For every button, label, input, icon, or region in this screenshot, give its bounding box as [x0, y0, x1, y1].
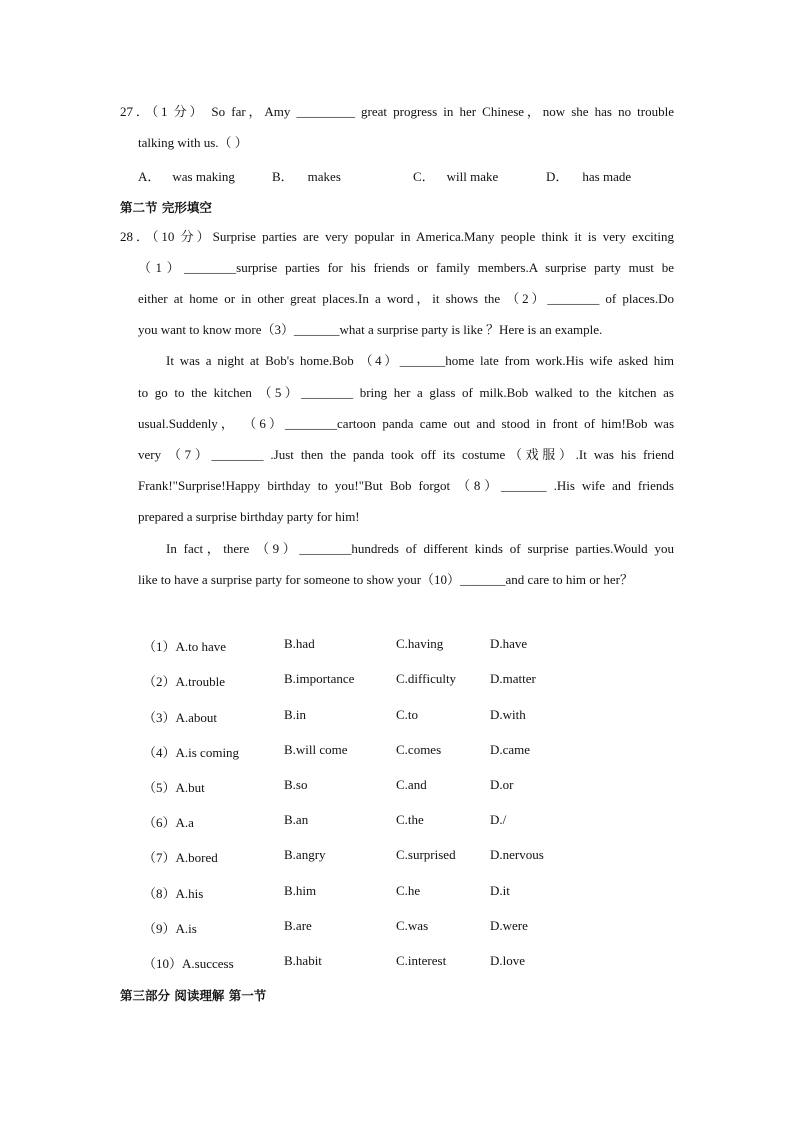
option-1c[interactable]: C.having: [396, 636, 444, 651]
option-3d[interactable]: D.with: [490, 707, 526, 722]
q27-choice-d-text: has made: [582, 169, 632, 184]
option-1a[interactable]: （1）A.to have: [143, 639, 227, 654]
option-3c[interactable]: C.to: [396, 707, 419, 722]
option-10d[interactable]: D.love: [490, 953, 526, 968]
option-4d[interactable]: D.came: [490, 742, 531, 757]
option-3a[interactable]: （3）A.about: [143, 710, 218, 725]
option-10b[interactable]: B.habit: [284, 953, 322, 968]
option-7c[interactable]: C.surprised: [396, 847, 456, 862]
q27-choice-b-letter: B．: [272, 169, 294, 184]
option-4c[interactable]: C.comes: [396, 742, 442, 757]
q27-stem-line1: 27．（1 分） So far，Amy _________ great progress in her Chinese，now she has no trouble: [120, 104, 674, 119]
q27-choice-c-letter: C．: [413, 169, 435, 184]
option-6c[interactable]: C.the: [396, 812, 424, 827]
option-8d[interactable]: D.it: [490, 883, 510, 898]
option-7a[interactable]: （7）A.bored: [143, 850, 218, 865]
q27-choice-d[interactable]: [546, 166, 631, 185]
q27-choice-c-text: will make: [446, 169, 499, 184]
option-5b[interactable]: B.so: [284, 777, 308, 792]
option-2a[interactable]: （2）A.trouble: [143, 674, 225, 689]
option-6a[interactable]: （6）A.a: [143, 815, 194, 830]
q28-passage-line7: usual.Suddenly， （6）________cartoon panda came out and stood in front of him!Bob was: [138, 416, 674, 431]
q27-choice-a-text: was making: [172, 169, 235, 184]
option-7b[interactable]: B.angry: [284, 847, 326, 862]
option-9b[interactable]: B.are: [284, 918, 312, 933]
option-1b[interactable]: B.had: [284, 636, 315, 651]
option-7d[interactable]: D.nervous: [490, 847, 544, 862]
q28-passage-line5: It was a night at Bob's home.Bob （4）_______home late from work.His wife asked him: [166, 353, 674, 368]
q28-passage-line8: very （7）________ .Just then the panda took off its costume（戏服）.It was his friend: [138, 447, 674, 462]
q28-passage-line1: 28．（10 分）Surprise parties are very popular in America.Many people think it is very exciting: [120, 229, 674, 244]
option-10a[interactable]: （10）A.success: [143, 956, 234, 971]
option-5c[interactable]: C.and: [396, 777, 427, 792]
q28-passage-line3: either at home or in other great places.In a word，it shows the （2）________ of places.Do: [138, 291, 674, 306]
q27-choice-b[interactable]: [272, 166, 341, 185]
option-3b[interactable]: B.in: [284, 707, 307, 722]
option-10c[interactable]: C.interest: [396, 953, 447, 968]
option-8a[interactable]: （8）A.his: [143, 886, 204, 901]
option-8b[interactable]: B.him: [284, 883, 317, 898]
option-2d[interactable]: D.matter: [490, 671, 536, 686]
q28-passage-line2: （1）________surprise parties for his friends or family members.A surprise party must be: [138, 260, 674, 275]
section3-heading: 第三部分 阅读理解 第一节: [120, 988, 267, 1003]
option-4a[interactable]: （4）A.is coming: [143, 745, 240, 760]
q27-choice-b-text: makes: [307, 169, 341, 184]
section2-heading: 第二节 完形填空: [120, 200, 212, 215]
option-6d[interactable]: D./: [490, 812, 507, 827]
option-9a[interactable]: （9）A.is: [143, 921, 197, 936]
q28-passage-line9: Frank!"Surprise!Happy birthday to you!"But Bob forgot （8）_______ .His wife and friends: [138, 478, 674, 493]
option-1d[interactable]: D.have: [490, 636, 528, 651]
option-5d[interactable]: D.or: [490, 777, 514, 792]
q27-choice-c[interactable]: [413, 166, 498, 185]
q27-choice-a-letter: A．: [138, 169, 161, 184]
q28-passage-line11: In fact，there （9）________hundreds of different kinds of surprise parties.Would you: [166, 541, 674, 556]
q28-passage-line6: to go to the kitchen （5）________ bring her a glass of milk.Bob walked to the kitchen as: [138, 385, 674, 400]
q28-passage-line12: like to have a surprise party for someone to show your（10）_______and care to him or her？: [138, 572, 633, 587]
q27-choice-a[interactable]: [138, 166, 235, 185]
q28-passage-line10: prepared a surprise birthday party for him!: [138, 509, 360, 524]
option-6b[interactable]: B.an: [284, 812, 309, 827]
q28-passage-line4: you want to know more（3）_______what a surprise party is like ？Here is an example.: [138, 322, 603, 337]
q27-stem-line2: talking with us.（ ）: [138, 135, 248, 150]
option-9c[interactable]: C.was: [396, 918, 429, 933]
option-4b[interactable]: B.will come: [284, 742, 348, 757]
option-2c[interactable]: C.difficulty: [396, 671, 457, 686]
option-5a[interactable]: （5）A.but: [143, 780, 205, 795]
option-8c[interactable]: C.he: [396, 883, 421, 898]
option-9d[interactable]: D.were: [490, 918, 528, 933]
q27-choice-d-letter: D．: [546, 169, 569, 184]
option-2b[interactable]: B.importance: [284, 671, 355, 686]
